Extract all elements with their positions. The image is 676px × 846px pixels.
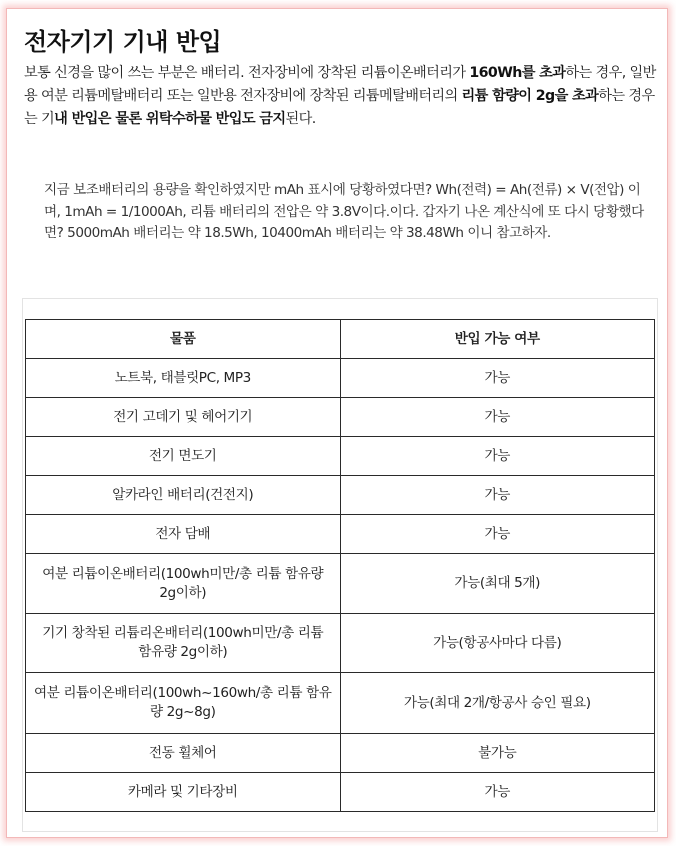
intro-text-1: 보통 신경을 많이 쓰는 부분은 배터리. 전자장비에 장착된 리튬이온배터리가 (24, 65, 470, 81)
table-row (26, 476, 655, 515)
header-item: 물품 (26, 320, 341, 359)
item-cell: 알카라인 배터리(건전지) (26, 476, 341, 515)
allowed-cell: 불가능 (340, 734, 655, 773)
allowed-cell: 가능 (340, 476, 655, 515)
battery-note: 지금 보조배터리의 용량을 확인하였지만 mAh 표시에 당황하였다면? Wh(전력) = Ah(전류) × V(전압) 이며, 1mAh = 1/1000Ah, 리튬 배터리의 전압은 약 3.8V이다.이다. 갑자기 나온 계산식에 또 다시 당황했다면? 5000mAh 배터리는 약 18.5Wh, 10400mAh 배터리는 약 38.48Wh 이니 참고하자. (44, 182, 644, 241)
item-cell: 전기 면도기 (26, 437, 341, 476)
table-row (26, 614, 655, 673)
intro-bold-3: 내 반입은 물론 위탁수하물 반입도 금지 (54, 111, 286, 127)
section-title: 전자기기 기내 반입 (24, 28, 222, 56)
intro-text-4: 된다. (285, 111, 316, 127)
table-row (26, 673, 655, 734)
intro-bold-2: 리튬 함량이 2g을 초과 (461, 88, 599, 104)
table-container (22, 298, 658, 832)
table-row (26, 437, 655, 476)
allowed-cell: 가능 (340, 773, 655, 812)
table-row (26, 773, 655, 812)
allowed-cell: 가능 (340, 359, 655, 398)
item-cell: 여분 리튬이온배터리(100wh미만/총 리튬 함유량 2g이하) (26, 554, 341, 614)
table-row (26, 359, 655, 398)
intro-paragraph (24, 62, 660, 131)
allowed-cell: 가능 (340, 515, 655, 554)
allowed-cell: 가능 (340, 437, 655, 476)
item-cell: 노트북, 태블릿PC, MP3 (26, 359, 341, 398)
table-row (26, 398, 655, 437)
allowed-cell: 가능(최대 5개) (340, 554, 655, 614)
table-row (26, 734, 655, 773)
item-cell: 전자 담배 (26, 515, 341, 554)
intro-bold-1: 160Wh를 초과 (469, 65, 566, 81)
table-header-row (26, 320, 655, 359)
allowed-cell: 가능 (340, 398, 655, 437)
allowed-cell: 가능(항공사마다 다름) (340, 614, 655, 673)
table-row (26, 515, 655, 554)
item-cell: 전기 고데기 및 헤어기기 (26, 398, 341, 437)
table-row (26, 554, 655, 614)
item-cell: 여분 리튬이온배터리(100wh~160wh/총 리튬 함유량 2g~8g) (26, 673, 341, 734)
intro-text-3: 하는 경우는 기 (24, 88, 655, 127)
item-cell: 전동 휠체어 (26, 734, 341, 773)
carry-on-table (25, 319, 655, 812)
intro-text-2: 하는 경우, 일반용 여분 리튬메탈배터리 또는 일반용 전자장비에 장착된 리튬메탈배터리의 (24, 65, 656, 104)
item-cell: 기기 창착된 리튬리온배터리(100wh미만/총 리튬 함유량 2g이하) (26, 614, 341, 673)
header-allowed: 반입 가능 여부 (340, 320, 655, 359)
item-cell: 카메라 및 기타장비 (26, 773, 341, 812)
allowed-cell: 가능(최대 2개/항공사 승인 필요) (340, 673, 655, 734)
